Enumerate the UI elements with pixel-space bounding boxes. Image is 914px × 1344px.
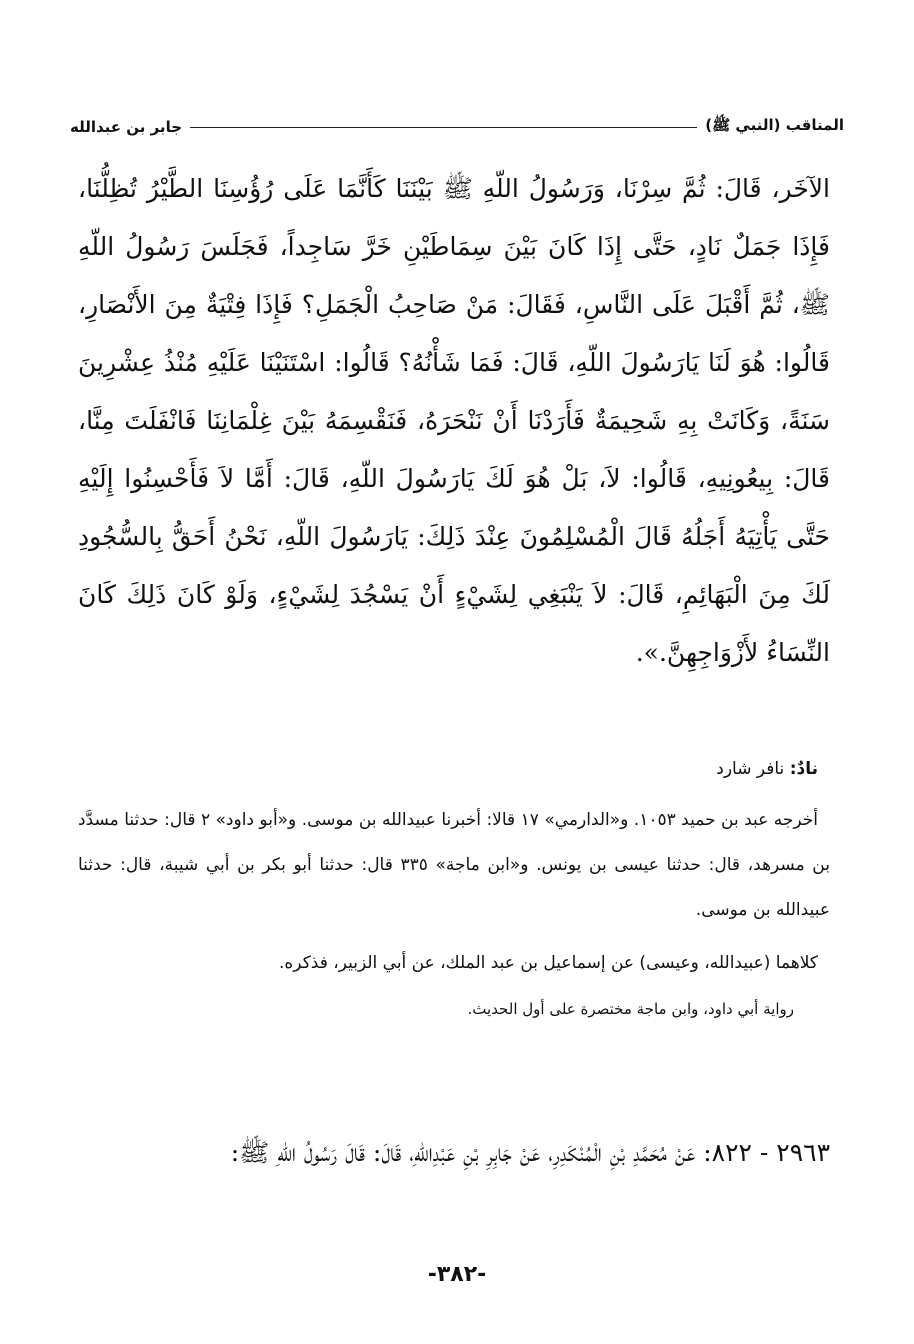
footnotes bbox=[78, 752, 830, 1024]
gloss-word: نادٌ: bbox=[789, 759, 818, 779]
hadith-body bbox=[78, 160, 830, 682]
takhrij-paragraph-1: أخرجه عبد بن حميد ١٠٥٣. و«الدارمي» ١٧ قالا: أخبرنا عبيدالله بن موسى. و«أبو داود» ٢ قال: حدثنا مسدَّد بن مسرهد، قال: حدثنا عيسى بن يونس. و«ابن ماجة» ٣٣٥ قال: حدثنا أبو بكر بن أبي شيبة، قال: حدثنا عبيدالله بن موسى. bbox=[78, 810, 830, 920]
next-hadith-text: ٢٩٦٣ - ٨٢٢: عَنْ مُحَمَّدِ بْنِ الْمُنْكَدِرِ، عَنْ جَابِرِ بْنِ عَبْدِاللّهِ، قَالَ: قَالَ رَسُولُ اللّهِ ﷺ: bbox=[230, 1138, 830, 1167]
hadith-text: الآخَر، قَالَ: ثُمَّ سِرْنَا، وَرَسُولُ اللّهِ ﷺ بَيْنَنَا كَأَنَّمَا عَلَى رُؤُسِنَا الطَّيْرُ تُظِلُّنَا، فَإِذَا جَمَلٌ نَادٍ، حَتَّى إِذَا كَانَ بَيْنَ سِمَاطَيْنِ خَرَّ سَاجِداً، فَجَلَسَ رَسُولُ اللّهِ ﷺ، ثُمَّ أَقْبَلَ عَلَى النَّاسِ، فَقَالَ: مَنْ صَاحِبُ الْجَمَلِ؟ فَإِذَا فِتْيَةٌ مِنَ الأَنْصَارِ، قَالُوا: هُوَ لَنَا يَارَسُولَ اللّهِ، قَالَ: فَمَا شَأْنُهُ؟ قَالُوا: اسْتَنَيْنَا عَلَيْهِ مُنْذُ عِشْرِينَ سَنَةً، وَكَانَتْ بِهِ شَحِيمَةٌ فَأَرَدْنَا أَنْ نَنْحَرَهُ، فَنَقْسِمَهُ بَيْنَ غِلْمَانِنَا فَانْفَلَتَ مِنَّا، قَالَ: بِيعُونِيهِ، قَالُوا: لاَ، بَلْ هُوَ لَكَ يَارَسُولَ اللّهِ، قَالَ: أَمَّا لاَ فَأَحْسِنُوا إِلَيْهِ حَتَّى يَأْتِيَهُ أَجَلُهُ قَالَ الْمُسْلِمُونَ عِنْدَ ذَلِكَ: يَارَسُولَ اللّهِ، نَحْنُ أَحَقُّ بِالسُّجُودِ لَكَ مِنَ الْبَهَائِمِ، قَالَ: لاَ يَنْبَغِي لِشَيْءٍ أَنْ يَسْجُدَ لِشَيْءٍ، وَلَوْ كَانَ ذَلِكَ كَانَ النِّسَاءُ لأَزْوَاجِهِنَّ.». bbox=[78, 174, 830, 667]
header-section-title: المناقب (النبي ﷺ) bbox=[705, 116, 844, 134]
page-number: -٣٨٢- bbox=[427, 1262, 487, 1287]
header-rule bbox=[190, 127, 697, 128]
gloss-definition: نافر شارد bbox=[716, 759, 785, 779]
takhrij-paragraph-2: كلاهما (عبيدالله، وعيسى) عن إسماعيل بن عبد الملك، عن أبي الزبير، فذكره. bbox=[279, 953, 818, 973]
footnote-gloss bbox=[78, 752, 830, 786]
footnote-note: رواية أبي داود، وابن ماجة مختصرة على أول الحديث. bbox=[467, 1000, 794, 1018]
running-header bbox=[70, 112, 844, 142]
header-narrator-name: جابر بن عبدالله bbox=[70, 118, 183, 136]
next-hadith bbox=[78, 1124, 830, 1182]
